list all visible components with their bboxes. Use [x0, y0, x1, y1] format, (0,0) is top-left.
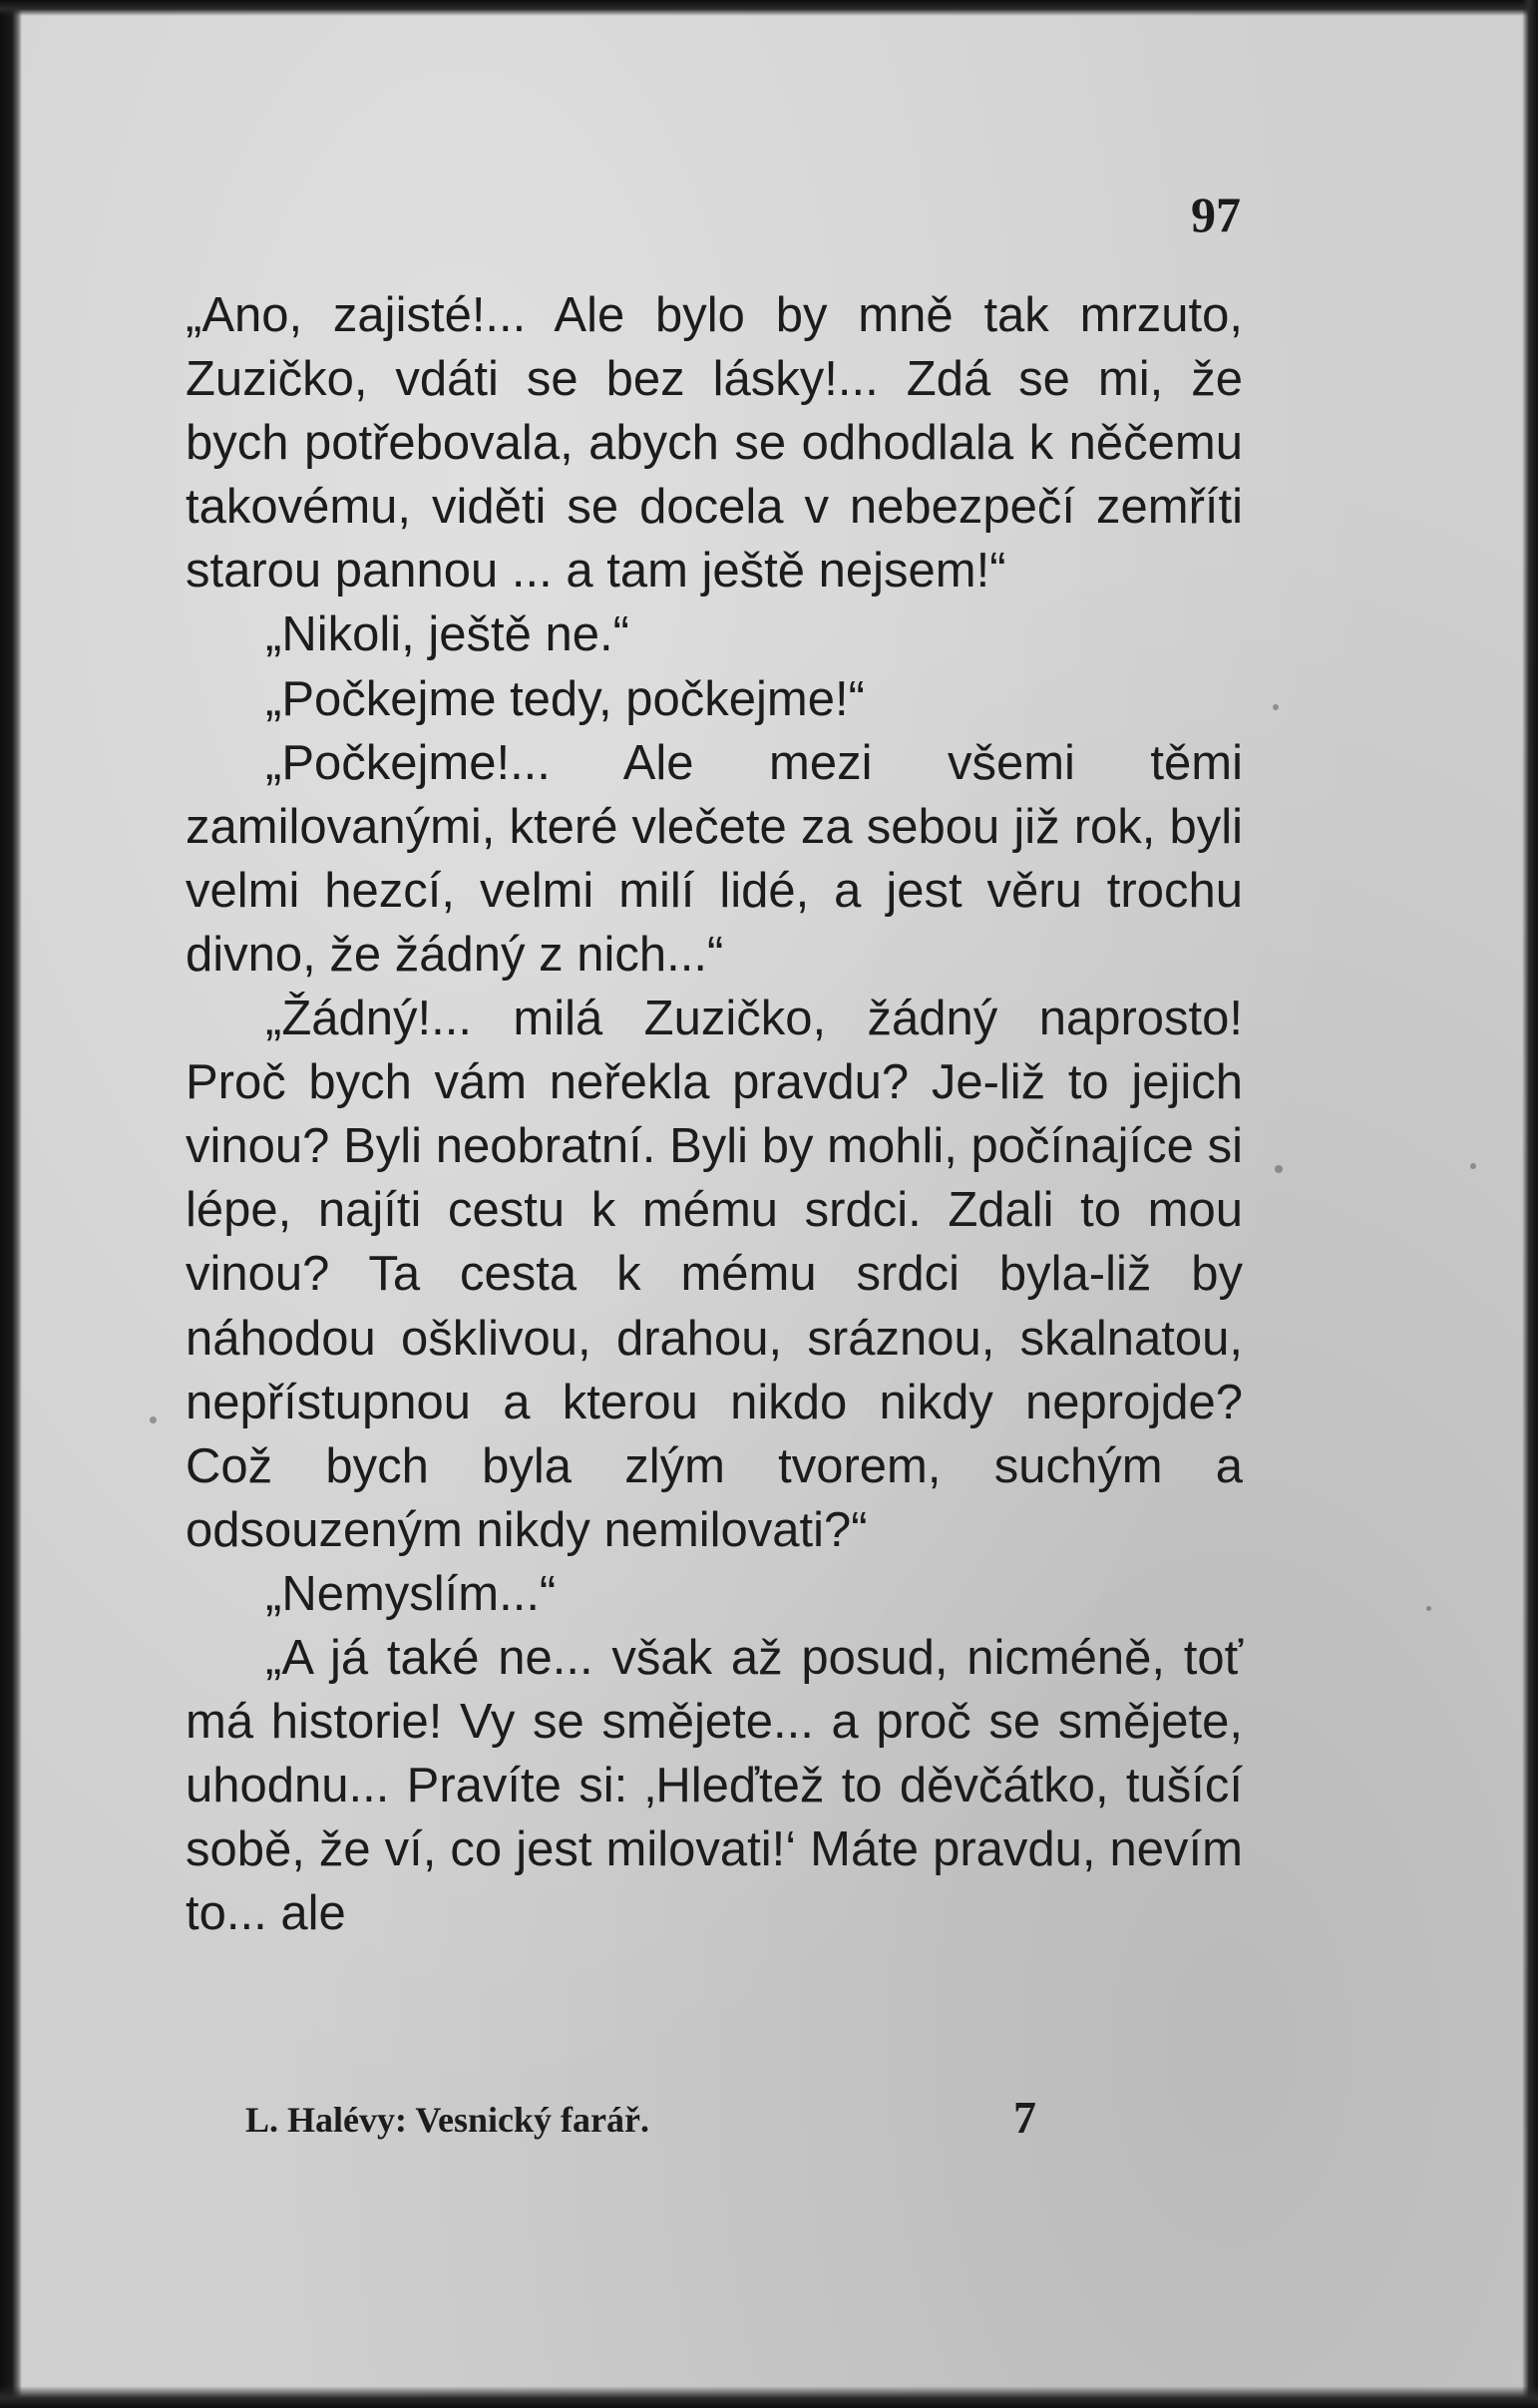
body-text: [186, 283, 1243, 1945]
paragraph: „Počkejme tedy, počkejme!“: [265, 671, 865, 726]
paragraph: „Nemyslím...“: [265, 1566, 557, 1621]
paper-speck: [1275, 1165, 1283, 1173]
paragraph: „A já také ne... však až posud, nicméně, toť má historie! Vy se smějete... a proč se smějete, uhodnu... Pravíte si: ‚Hleďtež to děvčátko, tušící sobě, že ví, co jest milovati!‘ Máte pravdu, nevím to... ale: [186, 1630, 1243, 1941]
paragraph: „Nikoli, ještě ne.“: [265, 607, 629, 662]
scan-edge-top: [0, 0, 1538, 16]
page-number: 97: [1191, 187, 1241, 242]
scan-edge-bottom: [0, 2386, 1538, 2408]
signature-mark: 7: [1013, 2092, 1036, 2143]
footer-author-title: L. Halévy: Vesnický farář.: [245, 2100, 649, 2140]
paper-speck: [1470, 1163, 1476, 1169]
paper-speck: [150, 1416, 157, 1423]
paragraph: „Počkejme!... Ale mezi všemi těmi zamilovanými, které vlečete za sebou již rok, byli velmi hezcí, velmi milí lidé, a jest věru trochu divno, že žádný z nich...“: [186, 735, 1243, 982]
paper-speck: [1273, 704, 1279, 710]
scan-edge-left: [0, 0, 22, 2408]
paragraph: „Ano, zajisté!... Ale bylo by mně tak mrzuto, Zuzičko, vdáti se bez lásky!... Zdá se mi, že bych potřebovala, abych se odhodlala k něčemu takovému, viděti se docela v nebezpečí zemříti starou pannou ... a tam ještě nejsem!“: [186, 288, 1243, 599]
paragraph: „Žádný!... milá Zuzičko, žádný naprosto! Proč bych vám neřekla pravdu? Je-liž to jejich vinou? Byli neobratní. Byli by mohli, počínajíce si lépe, najíti cestu k mému srdci. Zdali to mou vinou? Ta cesta k mému srdci byla-liž by náhodou ošklivou, drahou, sráznou, skalnatou, nepřístupnou a kterou nikdo nikdy neprojde? Což bych byla zlým tvorem, suchým a odsouzeným nikdy nemilovati?“: [186, 992, 1243, 1557]
scan-edge-right: [1522, 0, 1538, 2408]
paper-speck: [1426, 1606, 1431, 1611]
